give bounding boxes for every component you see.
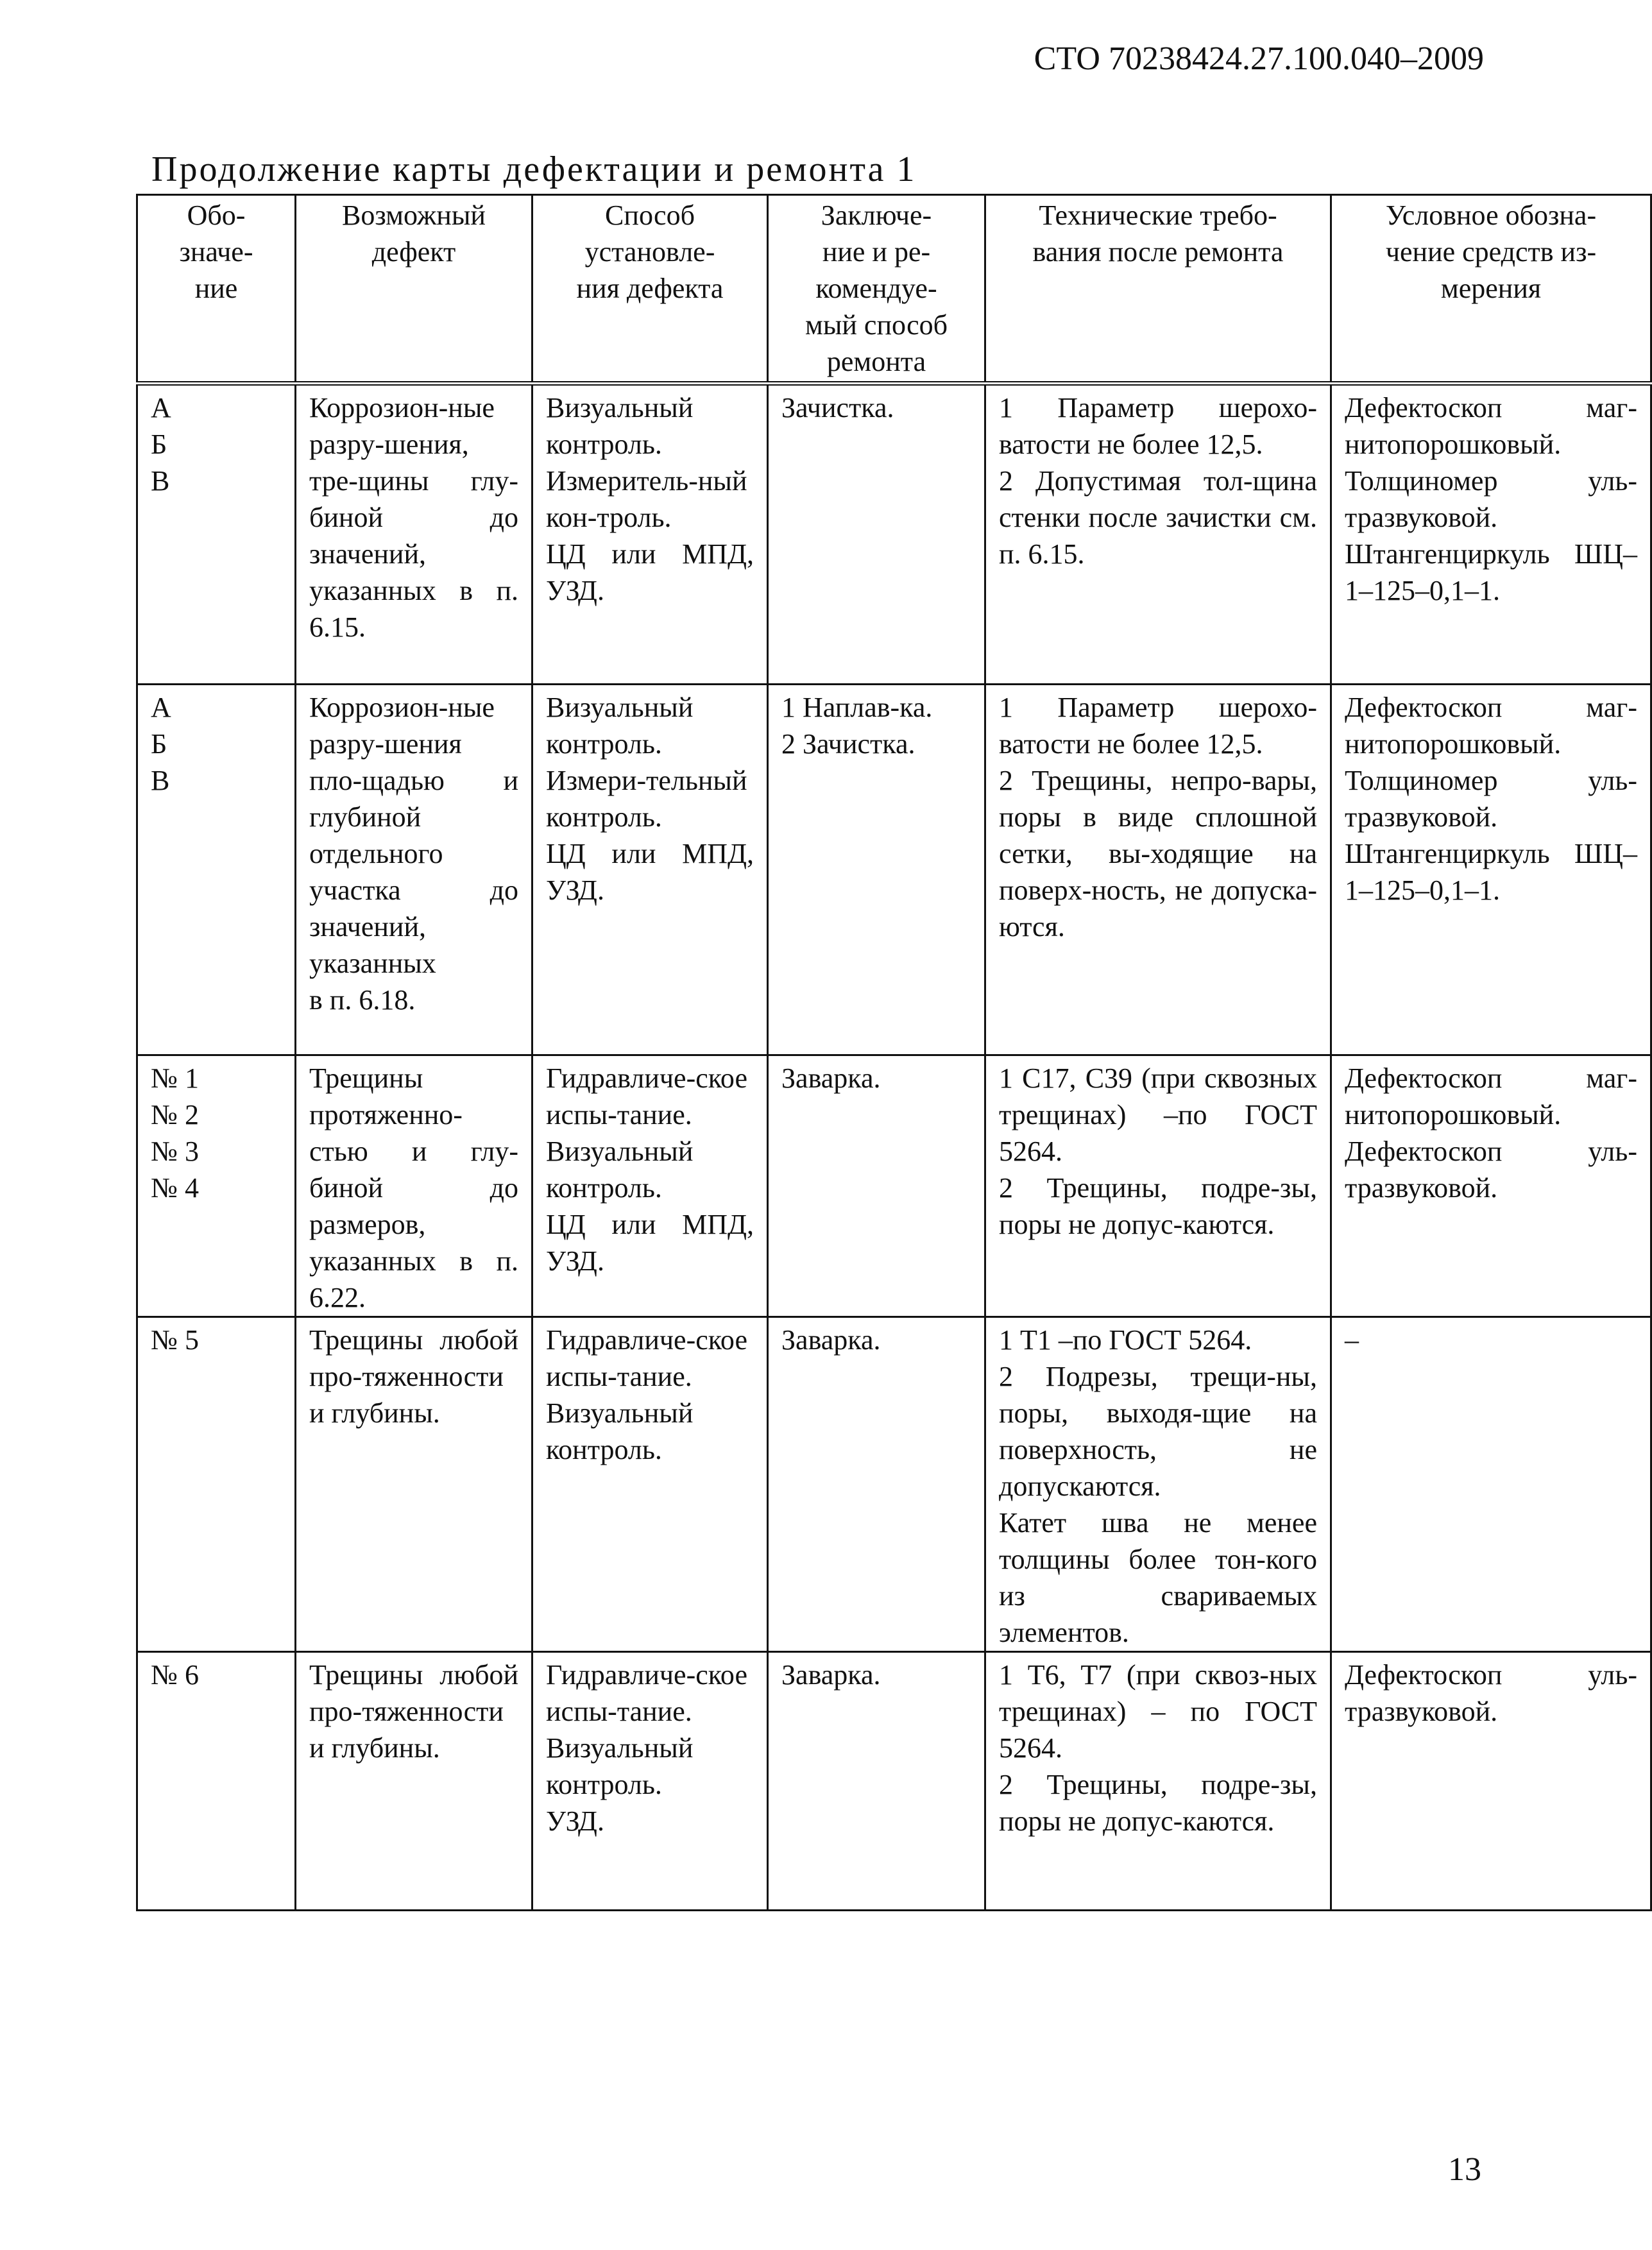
cell-defect: Коррозион-ные разру-шения пло-щадью и глубиной отдельного участка до значений, указанных в п. 6.18. [296,685,532,1055]
cell-method: Гидравличе-ское испы-тание. Визуальный контроль. [532,1317,768,1652]
table-caption: Продолжение карты дефектации и ремонта 1 [151,149,917,189]
cell-requirements: 1 Т1 –по ГОСТ 5264. 2 Подрезы, трещи-ны, поры, выходя-щие на поверхность, не допускаются. Катет шва не менее толщины более тон-кого из свариваемых элементов. [985,1317,1331,1652]
cell-designation: № 1 № 2 № 3 № 4 [137,1055,296,1317]
cell-tools: Дефектоскоп маг-нитопорошковый. Дефектоскоп уль-тразвуковой. [1331,1055,1651,1317]
cell-requirements: 1 С17, С39 (при сквозных трещинах) –по ГОСТ 5264. 2 Трещины, подре-зы, поры не допус-каются. [985,1055,1331,1317]
cell-designation: № 6 [137,1652,296,1911]
cell-designation: А Б В [137,384,296,685]
cell-tools: – [1331,1317,1651,1652]
cell-tools: Дефектоскоп маг-нитопорошковый. Толщиномер уль-тразвуковой. Штангенциркуль ШЦ–1–125–0,1–1. [1331,685,1651,1055]
cell-method: Визуальный контроль. Измери-тельный контроль. ЦД или МПД, УЗД. [532,685,768,1055]
header-detection-method: Способ установле- ния дефекта [532,195,768,384]
cell-repair: 1 Наплав-ка. 2 Зачистка. [768,685,985,1055]
cell-method: Гидравличе-ское испы-тание. Визуальный контроль. УЗД. [532,1652,768,1911]
cell-designation: А Б В [137,685,296,1055]
cell-repair: Заварка. [768,1652,985,1911]
table-row [137,685,1651,1055]
table-row [137,1317,1651,1652]
cell-repair: Зачистка. [768,384,985,685]
cell-tools: Дефектоскоп маг-нитопорошковый. Толщиномер уль-тразвуковой. Штангенциркуль ШЦ–1–125–0,1–1. [1331,384,1651,685]
defect-repair-table [136,194,1652,1911]
page-number: 13 [1448,2151,1481,2188]
header-technical-requirements: Технические требо- вания после ремонта [985,195,1331,384]
table-header-row [137,195,1651,384]
cell-repair: Заварка. [768,1317,985,1652]
cell-method: Гидравличе-ское испы-тание. Визуальный контроль. ЦД или МПД, УЗД. [532,1055,768,1317]
cell-defect: Трещины любой про-тяженности и глубины. [296,1317,532,1652]
table-row [137,1055,1651,1317]
cell-defect: Трещины протяженно-стью и глу-биной до размеров, указанных в п. 6.22. [296,1055,532,1317]
cell-requirements: 1 Параметр шерохо-ватости не более 12,5. 2 Допустимая тол-щина стенки после зачистки см. п. 6.15. [985,384,1331,685]
header-designation: Обо- значе- ние [137,195,296,384]
cell-defect: Коррозион-ные разру-шения, тре-щины глу-биной до значений, указанных в п. 6.15. [296,384,532,685]
header-repair-method: Заключе- ние и ре- комендуе- мый способ ремонта [768,195,985,384]
header-possible-defect: Возможный дефект [296,195,532,384]
table-row [137,384,1651,685]
cell-requirements: 1 Параметр шерохо-ватости не более 12,5. 2 Трещины, непро-вары, поры в виде сплошной сетки, вы-ходящие на поверх-ность, не допуска-ются. [985,685,1331,1055]
cell-method: Визуальный контроль. Измеритель-ный кон-троль. ЦД или МПД, УЗД. [532,384,768,685]
header-measuring-tools: Условное обозна- чение средств из- мерения [1331,195,1651,384]
cell-tools: Дефектоскоп уль-тразвуковой. [1331,1652,1651,1911]
table-row [137,1652,1651,1911]
cell-designation: № 5 [137,1317,296,1652]
cell-defect: Трещины любой про-тяженности и глубины. [296,1652,532,1911]
cell-requirements: 1 Т6, Т7 (при сквоз-ных трещинах) – по ГОСТ 5264. 2 Трещины, подре-зы, поры не допус-каются. [985,1652,1331,1911]
document-code: СТО 70238424.27.100.040–2009 [1034,40,1484,77]
cell-repair: Заварка. [768,1055,985,1317]
